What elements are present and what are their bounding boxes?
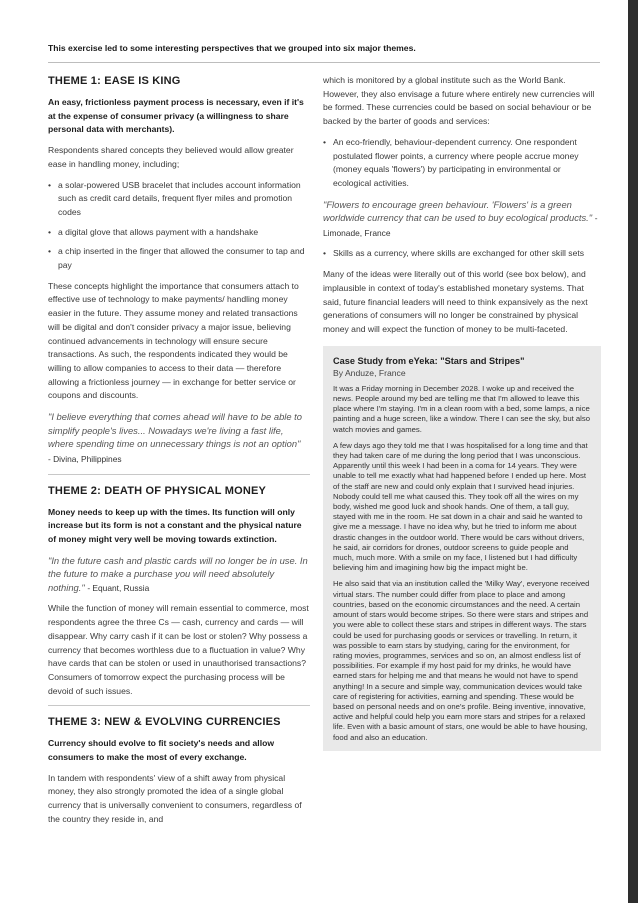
theme3-paragraph-1: In tandem with respondents' view of a shift away from physical money, they also strongly promoted the idea of a single global currency that is universally convenient to consumers, regardless of the country they reside in, and bbox=[48, 772, 302, 824]
theme3-quote bbox=[323, 198, 601, 241]
theme1-attribution: - Divina, Philippines bbox=[48, 453, 122, 464]
theme2-heading: THEME 2: DEATH OF PHYSICAL MONEY bbox=[48, 484, 267, 497]
list-item: • a solar-powered USB bracelet that includes account information such as credit card details, frequent flyer miles and promotion codes bbox=[48, 179, 310, 220]
case-study-paragraph: A few days ago they told me that I was hospitalised for a long time and that they had taken care of me during the long period that I was unconscious. Apparently until this week I had been in a coma for 14 years. They were unable to tell me exactly what had happened before I ended up here. Most of the staff are new and could only explain that I survived head injuries. Nobody could tell me what caused this. They took off all the wires on my body, wished me good luck and shook hands. One of them, a tall guy, stayed with me in the room. He sat down in a chair and said he wanted to give me a message. I have no idea why, but he tried to inform me about drastic changes in the outdoor world. There would be cars without drivers, he said, air corridors for drones, outdoor screens to guide people and much, much more. With a smile on my face, I listened but I had difficulty believing him and imagining how big the impact might be. bbox=[333, 440, 588, 573]
theme3-attribution: - Limonade, France bbox=[323, 213, 598, 238]
intro-divider bbox=[48, 62, 600, 63]
left-column bbox=[48, 74, 310, 834]
intro-text: This exercise led to some interesting perspectives that we grouped into six major themes. bbox=[48, 43, 416, 53]
list-item: • a digital glove that allows payment with a handshake bbox=[48, 226, 310, 240]
theme1-heading: THEME 1: EASE IS KING bbox=[48, 75, 181, 87]
theme1-paragraph-1: Respondents shared concepts they believed would allow greater ease in handling money, including; bbox=[48, 145, 294, 169]
case-study-byline: By Anduze, France bbox=[333, 367, 406, 378]
theme2-paragraph-1: While the function of money will remain essential to commerce, most respondents agree the three Cs — cash, currency and cards — will disappear. Why carry cash if it can be lost or stolen? Why possess a currency that becomes worthless due to a fluctuation in value? Why have cards that can be stolen or used in unauthorised transactions? Consumers of tomorrow expect the purchasing process will be devoid of such issues. bbox=[48, 603, 309, 696]
case-study-box bbox=[323, 346, 601, 751]
theme2-quote-text: "In the future cash and plastic cards will no longer be in use. In the future to make a purchase you will need absolutely nothing." bbox=[48, 554, 308, 593]
case-study-title: Case Study from eYeka: "Stars and Stripes" bbox=[333, 355, 525, 366]
theme3-lead: Currency should evolve to fit society's needs and allow consumers to make the most of every exchange. bbox=[48, 738, 275, 763]
theme2-quote bbox=[48, 554, 310, 596]
theme3-heading: THEME 3: NEW & EVOLVING CURRENCIES bbox=[48, 716, 281, 729]
theme2-lead: Money needs to keep up with the times. Its function will only increase but its form is not a constant and the physical nature of money might very well be moving towards extinction. bbox=[48, 506, 302, 544]
case-study-paragraph: He also said that via an institution called the 'Milky Way', everyone received virtual stars. The number could differ from place to place and among countries, based on the economic circumstances and the need. A certain amount of stars would become stripes. So there were stars and stripes and you were able to collect these stars and stripes in different ways. The stars could be used for purchasing goods or services or travelling. In return, it was possible to earn stars by studying, caring for the environment, for rating movies, programmes, services and so on, an almost endless list of possibilities. For example if my host paid for my drinks, he would have earned stars for helping me and that means he would not have to spend anything! In a secure and simple way, communication devices would take care of registering for activities, earning and spending. These would be based on personal needs and on one's profile. Being inventive, innovative, active and helpful could help you earn more stars and stripes for a relaxed life. Even with a basic amount of stars, one would be able to have housing, food and also an education. bbox=[333, 579, 590, 742]
theme3-currency-list-2 bbox=[323, 247, 601, 261]
theme-divider bbox=[48, 474, 310, 475]
theme1-paragraph-2: These concepts highlight the importance that consumers attach to effective use of technology to make payments/ handling money easier in the future. They assume money and related transactions will be digital and don't consider privacy a major issue, believing continued advancements in technology will ensure secure transactions. As such, the respondents indicated they would be willing to allow companies to access to their data — therefore allowing a frictionless journey — in exchange for better service or coupons and discounts. bbox=[48, 280, 299, 401]
theme-divider bbox=[48, 705, 310, 706]
list-item: • An eco-friendly, behaviour-dependent currency. One respondent postulated flower points, a currency where people accrue money (money equals 'flowers') by participating in environmental or ecological activities. bbox=[323, 136, 601, 191]
theme1-concept-list bbox=[48, 179, 310, 273]
theme2-attribution: - Equant, Russia bbox=[87, 582, 150, 593]
theme3-quote-text: "Flowers to encourage green behaviour. 'Flowers' is a green worldwide currency that can be used to buy ecological products." bbox=[323, 198, 593, 224]
theme1-lead: An easy, frictionless payment process is necessary, even if it's at the expense of consumer privacy (a willingness to share personal data with merchants). bbox=[48, 97, 304, 135]
theme3-paragraph-1-continued: which is monitored by a global institute such as the World Bank. However, they also envisage a future where entirely new currencies will be formed. These currencies could be based on social behaviour or be backed by the barter of goods and services: bbox=[323, 75, 595, 127]
theme3-currency-list-1 bbox=[323, 136, 601, 191]
list-item: • a chip inserted in the finger that allowed the consumer to tap and pay bbox=[48, 245, 310, 272]
theme3-paragraph-2: Many of the ideas were literally out of this world (see box below), and implausible in context of today's established monetary systems. That said, future financial leaders will need to think expansively as the next generations of consumers will no longer be constrained by physical money and will expect the function of money to be multi-faceted. bbox=[323, 269, 588, 334]
case-study-paragraph: It was a Friday morning in December 2028. I woke up and received the news. People around my bed are telling me that I'm allowed to leave this place where I'm staying. I'm in a clean room with a bed, some lamps, a nice painting and a huge screen, like a window. There I can see the sky, but also watch movies and games. bbox=[333, 383, 590, 434]
right-column bbox=[323, 74, 601, 751]
theme1-quote: "I believe everything that comes ahead will have to be able to simplify people's lives... Nowadays we're living a fast life, where spending time on unnecessary things is not an option" bbox=[48, 411, 303, 450]
list-item: • Skills as a currency, where skills are exchanged for other skill sets bbox=[323, 247, 601, 261]
